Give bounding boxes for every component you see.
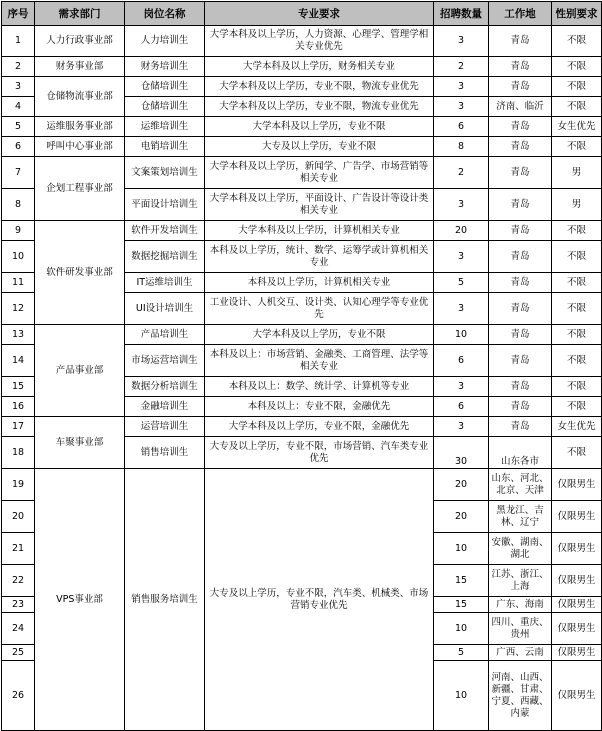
cell-gender: 不限 — [552, 97, 602, 117]
cell-gender: 不限 — [552, 325, 602, 345]
cell-position: 数据分析培训生 — [125, 377, 205, 397]
cell-department: VPS事业部 — [35, 469, 125, 731]
cell-count: 3 — [434, 241, 489, 273]
cell-count: 3 — [434, 97, 489, 117]
cell-gender: 不限 — [552, 377, 602, 397]
cell-index: 13 — [2, 325, 35, 345]
cell-gender: 仅限男生 — [552, 613, 602, 645]
cell-location: 青岛 — [489, 57, 552, 77]
cell-position: 运营培训生 — [125, 417, 205, 437]
cell-location: 青岛 — [489, 325, 552, 345]
cell-count: 20 — [434, 221, 489, 241]
cell-requirement: 本科及以上：数学、统计学、计算机等专业 — [205, 377, 434, 397]
header-location: 工作地 — [489, 2, 552, 26]
cell-location: 黑龙江、吉林、辽宁 — [489, 501, 552, 533]
cell-position: 数据挖掘培训生 — [125, 241, 205, 273]
cell-requirement: 大学本科及以上学历，专业不限，物流专业优先 — [205, 97, 434, 117]
cell-gender: 不限 — [552, 221, 602, 241]
cell-position: 产品培训生 — [125, 325, 205, 345]
cell-gender: 男 — [552, 157, 602, 189]
cell-index: 20 — [2, 501, 35, 533]
cell-location: 青岛 — [489, 157, 552, 189]
header-index: 序号 — [2, 2, 35, 26]
cell-gender: 仅限男生 — [552, 533, 602, 565]
cell-index: 3 — [2, 77, 35, 97]
table-row — [2, 137, 602, 157]
cell-requirement: 本科及以上：市场营销、金融类、工商管理、法学等相关专业 — [205, 345, 434, 377]
cell-index: 5 — [2, 117, 35, 137]
cell-requirement: 本科及以上学历，统计、数学、运筹学或计算机相关专业 — [205, 241, 434, 273]
cell-location: 青岛 — [489, 345, 552, 377]
cell-count: 15 — [434, 565, 489, 597]
cell-gender: 不限 — [552, 273, 602, 293]
table-row — [2, 157, 602, 189]
table-row — [2, 325, 602, 345]
cell-position: 仓储培训生 — [125, 97, 205, 117]
cell-requirement: 大学本科及以上学历，专业不限 — [205, 325, 434, 345]
cell-location: 青岛 — [489, 137, 552, 157]
cell-count: 8 — [434, 137, 489, 157]
cell-gender: 仅限男生 — [552, 597, 602, 613]
cell-position: 软件开发培训生 — [125, 221, 205, 241]
cell-location: 广西、云南 — [489, 645, 552, 661]
cell-location: 青岛 — [489, 273, 552, 293]
cell-requirement: 大专及以上学历，专业不限，汽车类、机械类、市场营销专业优先 — [205, 469, 434, 731]
cell-gender: 不限 — [552, 57, 602, 77]
cell-index: 9 — [2, 221, 35, 241]
cell-department: 软件研发事业部 — [35, 221, 125, 325]
cell-location: 青岛 — [489, 293, 552, 325]
cell-location: 河南、山西、新疆、甘肃、宁夏、西藏、内蒙 — [489, 661, 552, 731]
cell-location: 济南、临沂 — [489, 97, 552, 117]
cell-position: 市场运营培训生 — [125, 345, 205, 377]
cell-index: 18 — [2, 437, 35, 469]
cell-count: 3 — [434, 377, 489, 397]
cell-requirement: 大学本科及以上学历，人力资源、心理学、管理学相关专业优先 — [205, 26, 434, 57]
cell-position: 平面设计培训生 — [125, 189, 205, 221]
cell-location: 山东、河北、北京、天津 — [489, 469, 552, 501]
recruitment-table — [1, 1, 602, 731]
cell-count: 6 — [434, 397, 489, 417]
cell-count: 10 — [434, 613, 489, 645]
cell-gender: 不限 — [552, 437, 602, 469]
cell-requirement: 大学本科及以上学历，专业不限，物流专业优先 — [205, 77, 434, 97]
cell-requirement: 大学本科及以上学历，新闻学、广告学、市场营销等相关专业 — [205, 157, 434, 189]
cell-requirement: 大学本科及以上学历，平面设计、广告设计等设计类相关专业 — [205, 189, 434, 221]
cell-index: 15 — [2, 377, 35, 397]
cell-gender: 不限 — [552, 137, 602, 157]
table-row — [2, 57, 602, 77]
cell-location: 青岛 — [489, 221, 552, 241]
cell-position: 人力培训生 — [125, 26, 205, 57]
cell-position: 金融培训生 — [125, 397, 205, 417]
cell-requirement: 大学本科及以上学历，计算机相关专业 — [205, 221, 434, 241]
cell-position: 销售培训生 — [125, 437, 205, 469]
cell-location: 安徽、湖南、湖北 — [489, 533, 552, 565]
cell-count: 10 — [434, 325, 489, 345]
cell-count: 20 — [434, 469, 489, 501]
header-gender: 性别要求 — [552, 2, 602, 26]
cell-gender: 不限 — [552, 345, 602, 377]
cell-gender: 仅限男生 — [552, 565, 602, 597]
header-count: 招聘数量 — [434, 2, 489, 26]
cell-index: 11 — [2, 273, 35, 293]
cell-index: 26 — [2, 661, 35, 731]
cell-location: 青岛 — [489, 377, 552, 397]
cell-department: 呼叫中心事业部 — [35, 137, 125, 157]
cell-count: 15 — [434, 597, 489, 613]
cell-index: 4 — [2, 97, 35, 117]
cell-requirement: 本科及以上：专业不限，金融优先 — [205, 397, 434, 417]
cell-index: 16 — [2, 397, 35, 417]
cell-department: 财务事业部 — [35, 57, 125, 77]
cell-index: 14 — [2, 345, 35, 377]
cell-count: 5 — [434, 645, 489, 661]
cell-location: 青岛 — [489, 241, 552, 273]
cell-requirement: 大学本科及以上学历，专业不限 — [205, 117, 434, 137]
cell-gender: 不限 — [552, 397, 602, 417]
cell-location: 青岛 — [489, 77, 552, 97]
cell-position: IT运维培训生 — [125, 273, 205, 293]
cell-gender: 不限 — [552, 77, 602, 97]
cell-gender: 仅限男生 — [552, 661, 602, 731]
cell-requirement: 大专及以上学历，专业不限 — [205, 137, 434, 157]
cell-requirement: 工业设计、人机交互、设计类、认知心理学等专业优先 — [205, 293, 434, 325]
cell-department: 运维服务事业部 — [35, 117, 125, 137]
cell-index: 10 — [2, 241, 35, 273]
cell-gender: 仅限男生 — [552, 645, 602, 661]
cell-count: 3 — [434, 26, 489, 57]
cell-count: 3 — [434, 417, 489, 437]
cell-index: 17 — [2, 417, 35, 437]
cell-gender: 男 — [552, 189, 602, 221]
table-row — [2, 469, 602, 501]
cell-gender: 仅限男生 — [552, 469, 602, 501]
cell-location: 广东、海南 — [489, 597, 552, 613]
cell-gender: 不限 — [552, 293, 602, 325]
cell-location: 青岛 — [489, 189, 552, 221]
cell-position: 运维培训生 — [125, 117, 205, 137]
header-requirement: 专业要求 — [205, 2, 434, 26]
table-row — [2, 77, 602, 97]
cell-location: 青岛 — [489, 26, 552, 57]
cell-count: 30 — [434, 437, 489, 469]
cell-index: 21 — [2, 533, 35, 565]
cell-department: 仓储物流事业部 — [35, 77, 125, 117]
cell-index: 1 — [2, 26, 35, 57]
cell-count: 6 — [434, 345, 489, 377]
header-position: 岗位名称 — [125, 2, 205, 26]
cell-requirement: 本科及以上学历，计算机相关专业 — [205, 273, 434, 293]
cell-count: 10 — [434, 533, 489, 565]
cell-location: 江苏、浙江、上海 — [489, 565, 552, 597]
cell-count: 5 — [434, 273, 489, 293]
cell-index: 23 — [2, 597, 35, 613]
cell-gender: 女生优先 — [552, 417, 602, 437]
header-row — [2, 2, 602, 26]
cell-index: 12 — [2, 293, 35, 325]
cell-count: 20 — [434, 501, 489, 533]
cell-position: 销售服务培训生 — [125, 469, 205, 731]
cell-index: 19 — [2, 469, 35, 501]
table-row — [2, 417, 602, 437]
cell-department: 人力行政事业部 — [35, 26, 125, 57]
cell-requirement: 大专及以上学历，专业不限，市场营销、汽车类专业优先 — [205, 437, 434, 469]
cell-position: 电销培训生 — [125, 137, 205, 157]
cell-position: UI设计培训生 — [125, 293, 205, 325]
cell-index: 24 — [2, 613, 35, 645]
cell-location: 青岛 — [489, 117, 552, 137]
cell-department: 车聚事业部 — [35, 417, 125, 469]
cell-position: 仓储培训生 — [125, 77, 205, 97]
cell-gender: 不限 — [552, 26, 602, 57]
cell-index: 25 — [2, 645, 35, 661]
cell-count: 2 — [434, 157, 489, 189]
table-row — [2, 117, 602, 137]
cell-index: 7 — [2, 157, 35, 189]
cell-count: 3 — [434, 293, 489, 325]
cell-count: 3 — [434, 189, 489, 221]
cell-department: 企划工程事业部 — [35, 157, 125, 221]
cell-index: 22 — [2, 565, 35, 597]
table-row — [2, 26, 602, 57]
cell-count: 2 — [434, 57, 489, 77]
cell-index: 2 — [2, 57, 35, 77]
header-department: 需求部门 — [35, 2, 125, 26]
cell-location: 山东各市 — [489, 437, 552, 469]
cell-department: 产品事业部 — [35, 325, 125, 417]
cell-index: 6 — [2, 137, 35, 157]
cell-position: 文案策划培训生 — [125, 157, 205, 189]
table-row — [2, 221, 602, 241]
cell-gender: 不限 — [552, 241, 602, 273]
cell-count: 10 — [434, 661, 489, 731]
cell-location: 青岛 — [489, 397, 552, 417]
cell-location: 四川、重庆、贵州 — [489, 613, 552, 645]
cell-count: 3 — [434, 77, 489, 97]
cell-gender: 仅限男生 — [552, 501, 602, 533]
cell-count: 6 — [434, 117, 489, 137]
cell-requirement: 大学本科及以上学历，专业不限，金融优先 — [205, 417, 434, 437]
cell-gender: 女生优先 — [552, 117, 602, 137]
cell-location: 青岛 — [489, 417, 552, 437]
cell-position: 财务培训生 — [125, 57, 205, 77]
cell-requirement: 大学本科及以上学历，财务相关专业 — [205, 57, 434, 77]
cell-index: 8 — [2, 189, 35, 221]
